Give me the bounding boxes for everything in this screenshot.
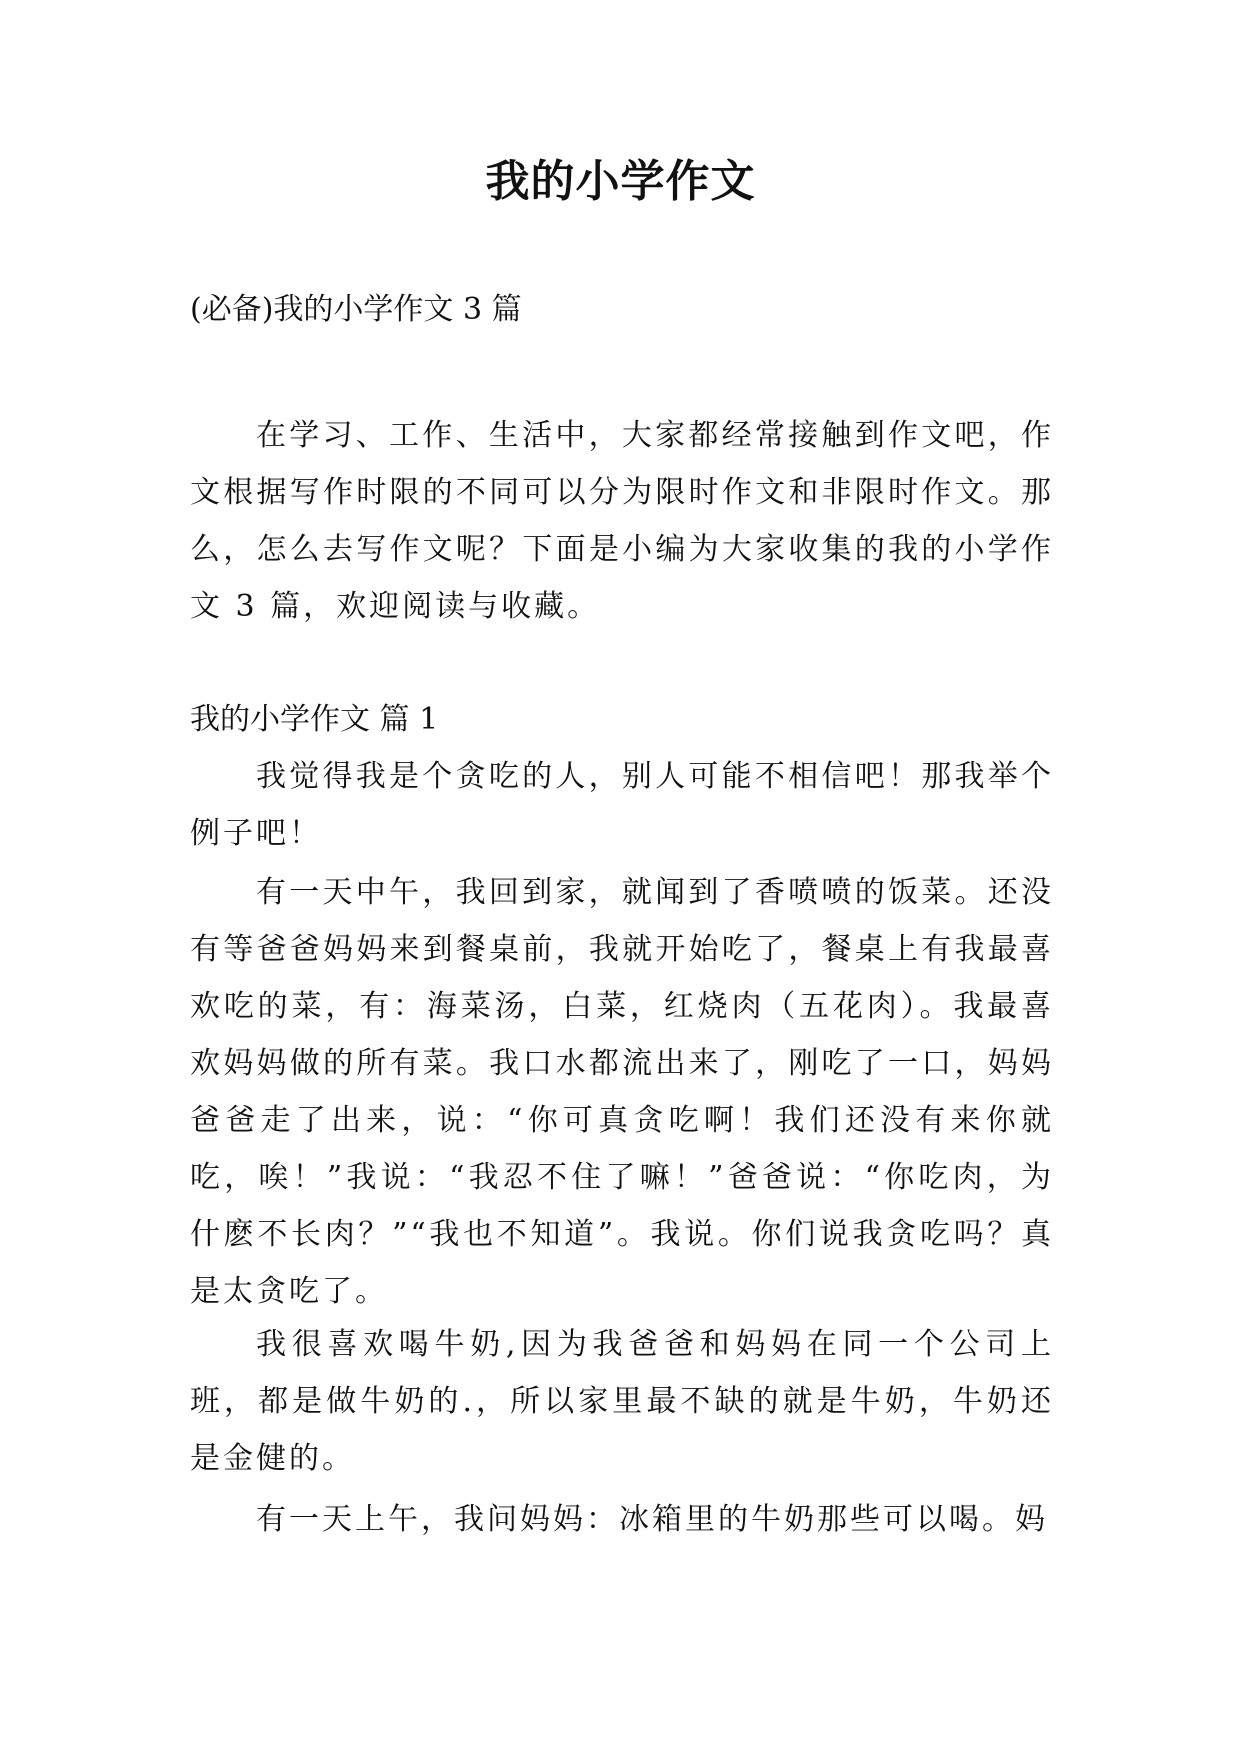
section-heading: 我的小学作文 篇 1 <box>190 702 439 737</box>
document-subtitle: (必备)我的小学作文 3 篇 <box>190 292 522 327</box>
document-title: 我的小学作文 <box>485 156 756 207</box>
body-paragraph: 有一天中午，我回到家，就闻到了香喷喷的饭菜。还没有等爸爸妈妈来到餐桌前，我就开始吃了，餐桌上有我最喜欢吃的菜，有：海菜汤，白菜，红烧肉（五花肉）。我最喜欢妈妈做的所有菜。我口水都流出来了，刚吃了一口，妈妈爸爸走了出来，说：“你可真贪吃啊！我们还没有来你就吃，唉！”我说：“我忍不住了嘛！”爸爸说：“你吃肉，为什麽不长肉？”“我也不知道”。我说。你们说我贪吃吗？真是太贪吃了。 <box>190 875 1054 1309</box>
body-paragraph: 我觉得我是个贪吃的人，别人可能不相信吧！那我举个例子吧！ <box>190 759 1054 851</box>
body-paragraph: 我很喜欢喝牛奶,因为我爸爸和妈妈在同一个公司上班，都是做牛奶的.，所以家里最不缺的就是牛奶，牛奶还是金健的。 <box>190 1327 1054 1476</box>
intro-paragraph: 在学习、工作、生活中，大家都经常接触到作文吧，作文根据写作时限的不同可以分为限时作文和非限时作文。那么，怎么去写作文呢？下面是小编为大家收集的我的小学作文 3 篇，欢迎阅读与收藏。 <box>190 418 1054 624</box>
body-paragraph: 有一天上午，我问妈妈：冰箱里的牛奶那些可以喝。妈 <box>256 1502 1048 1537</box>
